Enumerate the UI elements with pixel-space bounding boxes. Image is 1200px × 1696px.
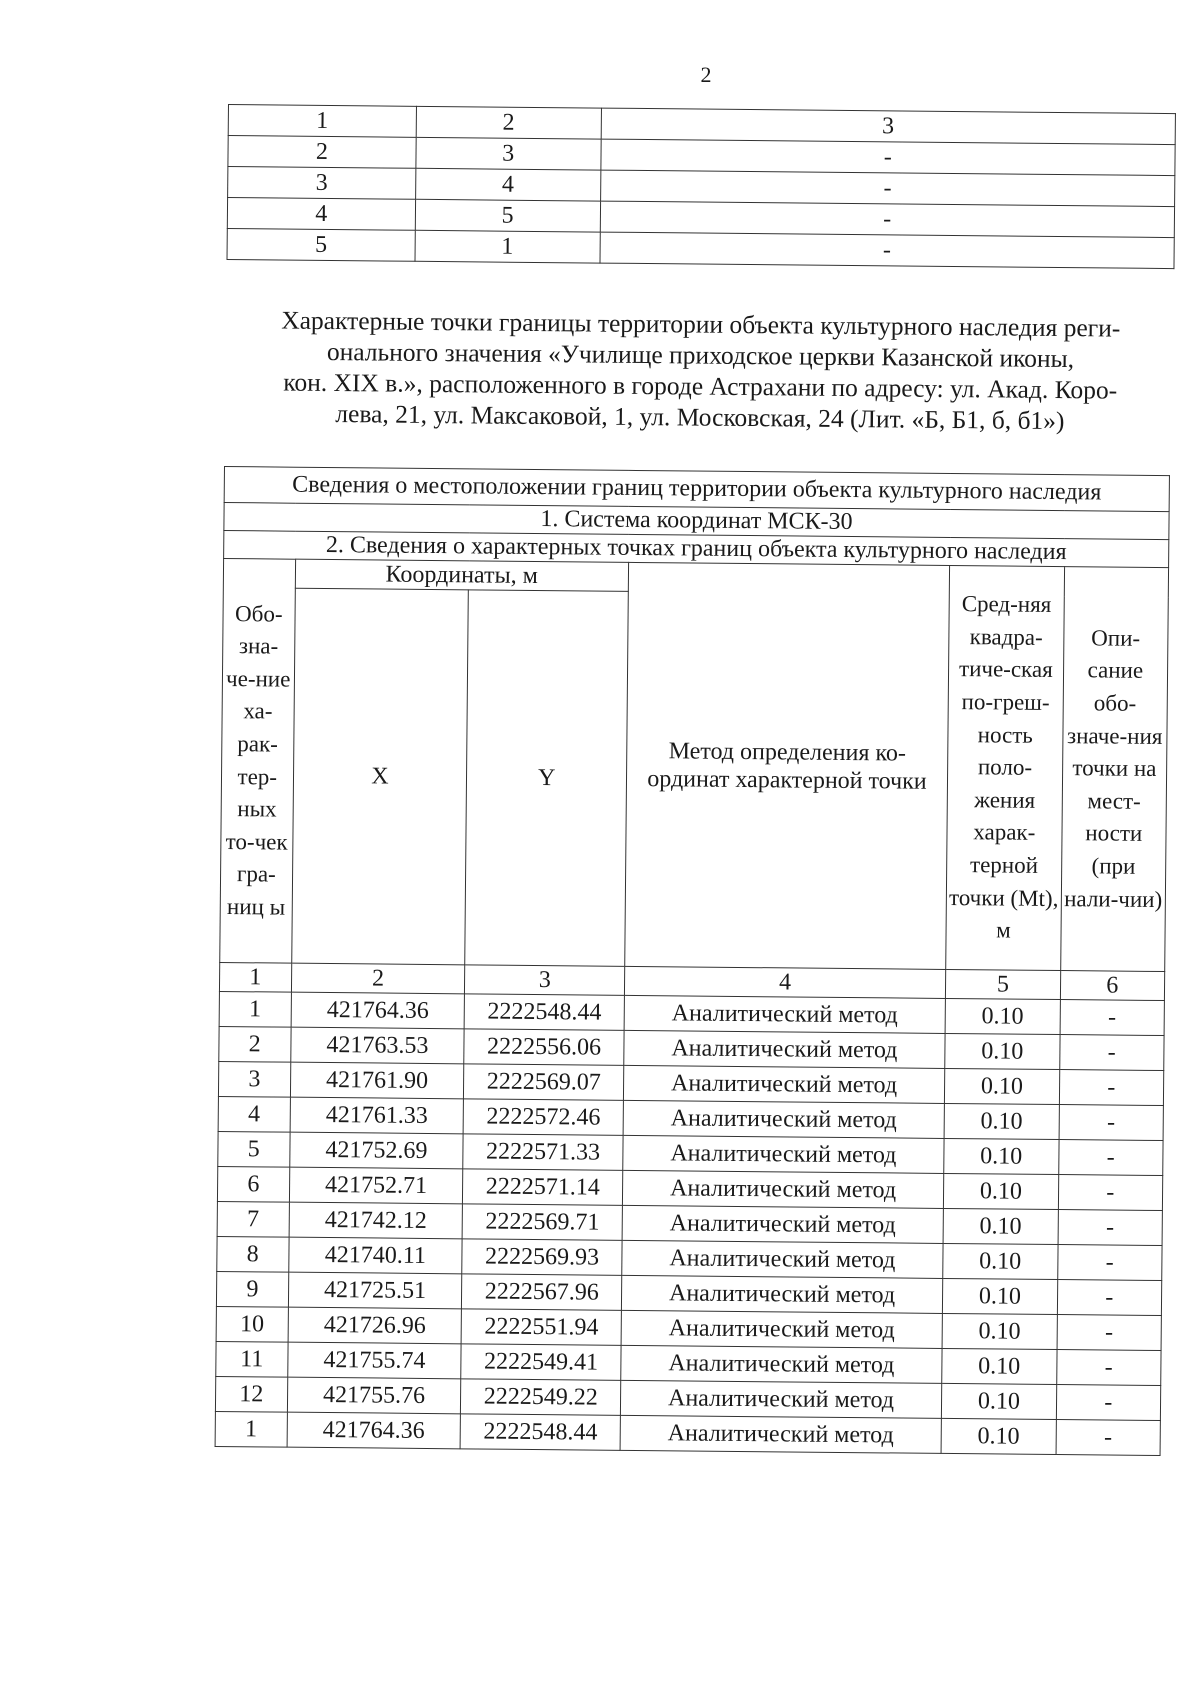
coordinate-x: 421755.76 [287, 1377, 461, 1414]
coordinate-y: 2222569.93 [462, 1239, 622, 1276]
table-cell: 4 [227, 198, 415, 231]
column-number: 1 [219, 962, 291, 992]
column-number: 6 [1060, 971, 1165, 1001]
description-cell: - [1060, 1000, 1165, 1036]
coordinate-x: 421763.53 [290, 1027, 464, 1064]
column-number: 4 [624, 966, 945, 998]
table-cell: 5 [227, 228, 415, 261]
table-title: Сведения о местоположении границ территории объекта культурного наследия [224, 467, 1169, 512]
error-cell: 0.10 [941, 1383, 1056, 1419]
col-header-method: Метод определения ко-ординат характерной точки [625, 562, 950, 969]
heading-line: лева, 21, ул. Максаковой, 1, ул. Московская, 24 (Лит. «Б, Б1, б, б1») [335, 399, 1065, 436]
col-header-coordinates: Координаты, м [295, 559, 629, 591]
col-header-y: Y [465, 590, 628, 967]
description-cell: - [1059, 1105, 1164, 1141]
coordinate-y: 2222556.06 [464, 1029, 624, 1066]
column-number: 2 [291, 963, 465, 994]
description-cell: - [1058, 1140, 1163, 1176]
point-number: 7 [217, 1201, 289, 1237]
method-cell: Аналитический метод [620, 1380, 941, 1418]
coordinate-x: 421725.51 [288, 1272, 462, 1309]
description-cell: - [1059, 1070, 1164, 1106]
point-number: 10 [216, 1306, 288, 1342]
description-cell: - [1057, 1280, 1162, 1316]
coordinate-x: 421752.69 [289, 1132, 463, 1169]
point-number: 2 [219, 1026, 291, 1062]
description-cell: - [1057, 1315, 1162, 1351]
table-cell: - [600, 139, 1175, 176]
error-cell: 0.10 [942, 1348, 1057, 1384]
coordinate-x: 421764.36 [287, 1412, 461, 1449]
method-cell: Аналитический метод [624, 1030, 945, 1068]
coordinate-y: 2222572.46 [464, 1099, 624, 1136]
col-header-error: Сред-няя квадра-тиче-ская по-греш-ность поло-жения харак-терной точки (Mt), м [946, 565, 1064, 970]
table-cell: 1 [228, 105, 416, 138]
description-cell: - [1058, 1210, 1163, 1246]
coordinates-table [215, 466, 1170, 1456]
point-number: 11 [216, 1341, 288, 1377]
error-cell: 0.10 [944, 1068, 1059, 1104]
method-cell: Аналитический метод [620, 1415, 941, 1453]
point-number: 1 [215, 1411, 287, 1447]
coordinate-system: 1. Система координат МСК-30 [224, 503, 1169, 540]
document-heading [225, 304, 1176, 437]
error-cell: 0.10 [942, 1278, 1057, 1314]
coordinate-y: 2222571.33 [463, 1134, 623, 1171]
coordinate-x: 421752.71 [289, 1167, 463, 1204]
coordinate-y: 2222548.44 [465, 994, 625, 1031]
error-cell: 0.10 [941, 1418, 1056, 1454]
point-number: 12 [215, 1376, 287, 1412]
point-number: 4 [218, 1096, 290, 1132]
coordinate-x: 421755.74 [287, 1342, 461, 1379]
column-number: 3 [465, 965, 625, 996]
method-cell: Аналитический метод [623, 1065, 944, 1103]
heading-line: онального значения «Училище приходское церкви Казанской иконы, [326, 336, 1075, 374]
table-cell: 3 [416, 137, 601, 170]
error-cell: 0.10 [943, 1208, 1058, 1244]
table-cell: 5 [415, 199, 600, 232]
top-table [227, 104, 1176, 269]
point-number: 5 [218, 1131, 290, 1167]
error-cell: 0.10 [943, 1243, 1058, 1279]
point-number: 1 [219, 991, 291, 1027]
coordinate-x: 421764.36 [291, 992, 465, 1029]
coordinate-x: 421761.33 [290, 1097, 464, 1134]
table-cell: - [600, 201, 1175, 238]
coordinate-y: 2222569.71 [463, 1204, 623, 1241]
method-cell: Аналитический метод [624, 995, 945, 1033]
table-cell: 2 [228, 136, 416, 169]
method-cell: Аналитический метод [623, 1135, 944, 1173]
method-cell: Аналитический метод [621, 1345, 942, 1383]
coordinate-y: 2222548.44 [460, 1414, 620, 1451]
page-number: 2 [700, 62, 712, 87]
method-cell: Аналитический метод [623, 1100, 944, 1138]
heading-line: Характерные точки границы территории объекта культурного наследия реги- [281, 305, 1121, 343]
table-cell: - [600, 232, 1175, 269]
method-cell: Аналитический метод [622, 1240, 943, 1278]
point-number: 3 [218, 1061, 290, 1097]
coordinate-y: 2222551.94 [462, 1309, 622, 1346]
table-cell: 3 [601, 108, 1176, 145]
description-cell: - [1057, 1245, 1162, 1281]
coordinate-y: 2222571.14 [463, 1169, 623, 1206]
description-cell: - [1058, 1175, 1163, 1211]
error-cell: 0.10 [945, 1033, 1060, 1069]
coordinate-y: 2222549.22 [461, 1379, 621, 1416]
coordinate-x: 421740.11 [288, 1237, 462, 1274]
point-number: 9 [216, 1271, 288, 1307]
section-title: 2. Сведения о характерных точках границ объекта культурного наследия [224, 531, 1169, 568]
coordinate-y: 2222567.96 [462, 1274, 622, 1311]
error-cell: 0.10 [944, 1103, 1059, 1139]
table-cell: 1 [415, 230, 600, 263]
coordinate-y: 2222569.07 [464, 1064, 624, 1101]
table-cell: 3 [228, 167, 416, 200]
heading-line: кон. XIX в.», расположенного в городе Астрахани по адресу: ул. Акад. Коро- [283, 367, 1118, 405]
table-cell: 4 [415, 168, 600, 201]
error-cell: 0.10 [943, 1173, 1058, 1209]
table-cell: - [600, 170, 1175, 207]
error-cell: 0.10 [942, 1313, 1057, 1349]
coordinate-x: 421742.12 [289, 1202, 463, 1239]
method-cell: Аналитический метод [621, 1275, 942, 1313]
coordinate-x: 421726.96 [288, 1307, 462, 1344]
method-cell: Аналитический метод [622, 1205, 943, 1243]
table-cell: 2 [416, 106, 601, 139]
description-cell: - [1059, 1035, 1164, 1071]
description-cell: - [1056, 1385, 1161, 1421]
point-number: 8 [217, 1236, 289, 1272]
error-cell: 0.10 [944, 1138, 1059, 1174]
col-header-designation: Обо-зна-че-ние ха-рак-тер-ных то-чек гра-ниц ы [220, 559, 295, 964]
description-cell: - [1056, 1420, 1161, 1456]
col-header-x: X [291, 588, 468, 965]
col-header-description: Опи-сание обо-значе-ния точки на мест-ности (при нали-чии) [1060, 567, 1168, 972]
description-cell: - [1056, 1350, 1161, 1386]
column-number: 5 [946, 969, 1061, 999]
coordinate-x: 421761.90 [290, 1062, 464, 1099]
error-cell: 0.10 [945, 998, 1060, 1034]
point-number: 6 [217, 1166, 289, 1202]
coordinate-y: 2222549.41 [461, 1344, 621, 1381]
method-cell: Аналитический метод [621, 1310, 942, 1348]
method-cell: Аналитический метод [622, 1170, 943, 1208]
